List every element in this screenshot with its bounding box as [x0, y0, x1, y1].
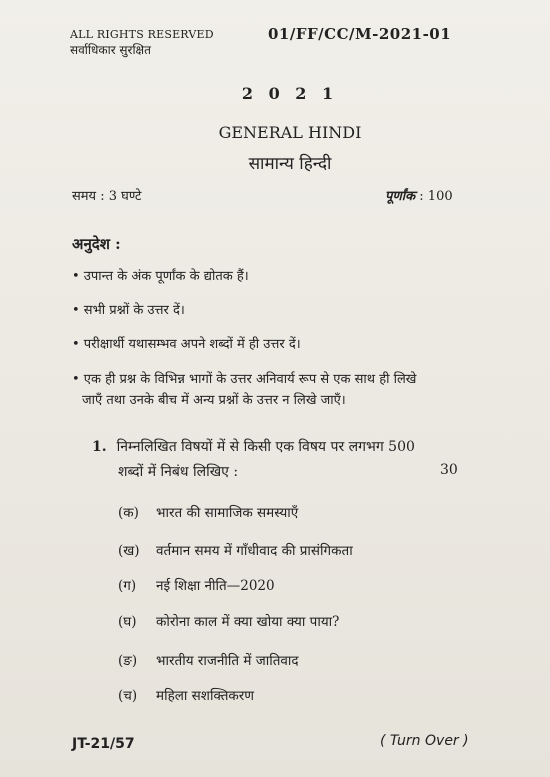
essay-option	[118, 651, 299, 669]
rights-reserved-hi: सर्वाधिकार सुरक्षित	[70, 43, 151, 57]
max-marks	[385, 186, 453, 204]
option-key: (ग)	[118, 578, 137, 594]
instruction-item: • उपान्त के अंक पूर्णांक के द्योतक हैं।	[72, 269, 249, 284]
time-allowed: समय : 3 घण्टे	[72, 189, 142, 204]
option-key: (घ)	[118, 614, 137, 630]
question-1	[92, 437, 415, 456]
option-text: भारतीय राजनीति में जातिवाद	[156, 653, 299, 669]
question-text-line2: शब्दों में निबंध लिखिए :	[118, 464, 239, 480]
max-marks-label: पूर्णांक	[385, 189, 416, 204]
instruction-item: • परीक्षार्थी यथासम्भव अपने शब्दों में ही उत्तर दें।	[72, 337, 301, 352]
question-number: 1.	[92, 439, 107, 455]
instruction-item: • सभी प्रश्नों के उत्तर दें।	[72, 303, 185, 318]
max-marks-value: : 100	[419, 189, 453, 204]
option-text: कोरोना काल में क्या खोया क्या पाया?	[156, 614, 340, 630]
option-text: नई शिक्षा नीति—2020	[156, 578, 275, 594]
exam-year: 2 0 2 1	[241, 84, 339, 103]
footer-paper-code: JT-21/57	[72, 736, 135, 752]
essay-option	[118, 612, 339, 630]
paper-title-en: GENERAL HINDI	[218, 123, 362, 142]
essay-option	[118, 686, 254, 704]
essay-option	[118, 503, 298, 521]
turn-over-note: ( Turn Over )	[380, 733, 469, 749]
option-text: भारत की सामाजिक समस्याएँ	[156, 505, 299, 521]
paper-code: 01/FF/CC/M-2021-01	[268, 25, 452, 43]
rights-reserved-en: ALL RIGHTS RESERVED	[70, 28, 214, 41]
instruction-item: • एक ही प्रश्न के विभिन्न भागों के उत्तर अनिवार्य रूप से एक साथ ही लिखे	[72, 372, 417, 387]
option-key: (च)	[118, 688, 138, 704]
option-text: महिला सशक्तिकरण	[156, 688, 255, 704]
option-text: वर्तमान समय में गाँधीवाद की प्रासंगिकता	[156, 543, 353, 559]
question-marks: 30	[440, 462, 458, 478]
option-key: (ख)	[118, 543, 140, 559]
essay-option	[118, 576, 275, 594]
instructions-title: अनुदेश :	[72, 235, 121, 253]
option-key: (क)	[118, 505, 139, 521]
option-key: (ङ)	[118, 653, 138, 669]
instruction-item-continued: जाएँ तथा उनके बीच में अन्य प्रश्नों के उत्तर न लिखे जाएँ।	[82, 393, 346, 408]
essay-option	[118, 541, 353, 559]
question-text-line1: निम्नलिखित विषयों में से किसी एक विषय पर लगभग 500	[116, 439, 415, 455]
paper-title-hi: सामान्य हिन्दी	[248, 154, 332, 174]
